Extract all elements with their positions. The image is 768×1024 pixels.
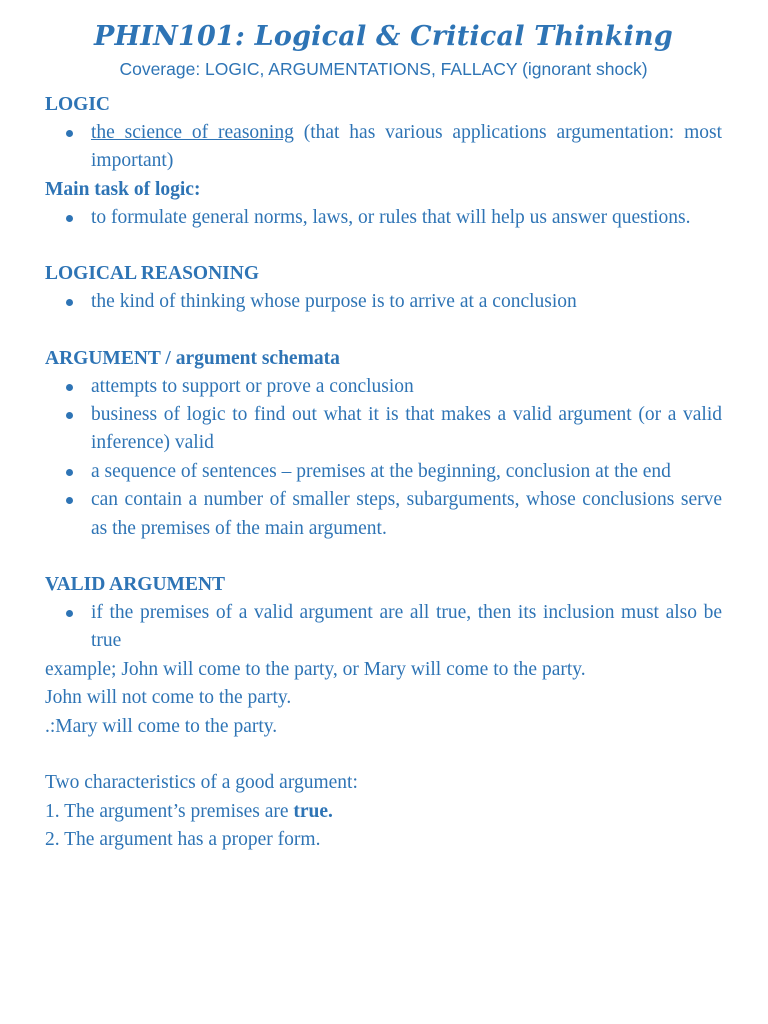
bullet-icon bbox=[66, 469, 73, 476]
list-item-text: a sequence of sentences – premises at the beginning, conclusion at the end bbox=[91, 460, 671, 482]
example-line: example; John will come to the party, or Mary will come to the party. bbox=[45, 658, 586, 680]
list-item bbox=[45, 204, 722, 232]
list-item bbox=[45, 458, 722, 486]
logical-reasoning-heading: LOGICAL REASONING bbox=[45, 263, 260, 285]
bullet-icon bbox=[66, 215, 73, 222]
bullet-icon bbox=[66, 130, 73, 137]
valid-argument-heading: VALID ARGUMENT bbox=[45, 574, 226, 596]
underlined-text: the science of reasoning bbox=[91, 122, 294, 143]
example-line: .:Mary will come to the party. bbox=[45, 715, 278, 737]
argument-list bbox=[45, 373, 722, 543]
characteristic-text: 1. The argument’s premises are bbox=[45, 800, 294, 822]
logic-list bbox=[45, 119, 722, 176]
logic-heading: LOGIC bbox=[45, 94, 111, 115]
list-item bbox=[45, 599, 722, 656]
characteristic-item bbox=[45, 798, 722, 826]
list-item-text: can contain a number of smaller steps, subarguments, whose conclusions serve as the premises of the main argument. bbox=[91, 489, 722, 539]
valid-argument-list bbox=[45, 599, 722, 656]
argument-heading: ARGUMENT / argument schemata bbox=[45, 347, 340, 369]
example-line: John will not come to the party. bbox=[45, 687, 292, 709]
list-item-text: if the premises of a valid argument are all true, then its inclusion must also be true bbox=[91, 602, 722, 652]
list-item-text: business of logic to find out what it is that makes a valid argument (or a valid inference) valid bbox=[91, 404, 722, 454]
list-item-text: (that has various applications argumentation: most important) bbox=[91, 122, 722, 172]
main-task-list bbox=[45, 204, 722, 232]
coverage-line: Coverage: LOGIC, ARGUMENTATIONS, FALLACY (ignorant shock) bbox=[119, 59, 648, 79]
bold-text: true. bbox=[293, 800, 333, 822]
bullet-icon bbox=[66, 384, 73, 391]
list-item-text: the kind of thinking whose purpose is to arrive at a conclusion bbox=[91, 291, 577, 313]
spacer bbox=[45, 317, 722, 345]
list-item bbox=[45, 373, 722, 401]
spacer bbox=[45, 543, 722, 571]
spacer bbox=[45, 232, 722, 260]
bullet-icon bbox=[66, 497, 73, 504]
list-item-text: to formulate general norms, laws, or rules that will help us answer questions. bbox=[91, 206, 691, 228]
logical-reasoning-list bbox=[45, 288, 722, 316]
main-task-heading: Main task of logic: bbox=[45, 178, 201, 200]
document-title: PHIN101: Logical & Critical Thinking bbox=[94, 21, 673, 52]
bullet-icon bbox=[66, 610, 73, 617]
list-item-text: attempts to support or prove a conclusion bbox=[91, 375, 414, 397]
characteristic-item: 2. The argument has a proper form. bbox=[45, 828, 321, 850]
bullet-icon bbox=[66, 299, 73, 306]
list-item bbox=[45, 401, 722, 458]
list-item bbox=[45, 486, 722, 543]
spacer bbox=[45, 741, 722, 769]
list-item bbox=[45, 288, 722, 316]
characteristics-intro: Two characteristics of a good argument: bbox=[45, 772, 358, 794]
bullet-icon bbox=[66, 412, 73, 419]
list-item bbox=[45, 119, 722, 176]
